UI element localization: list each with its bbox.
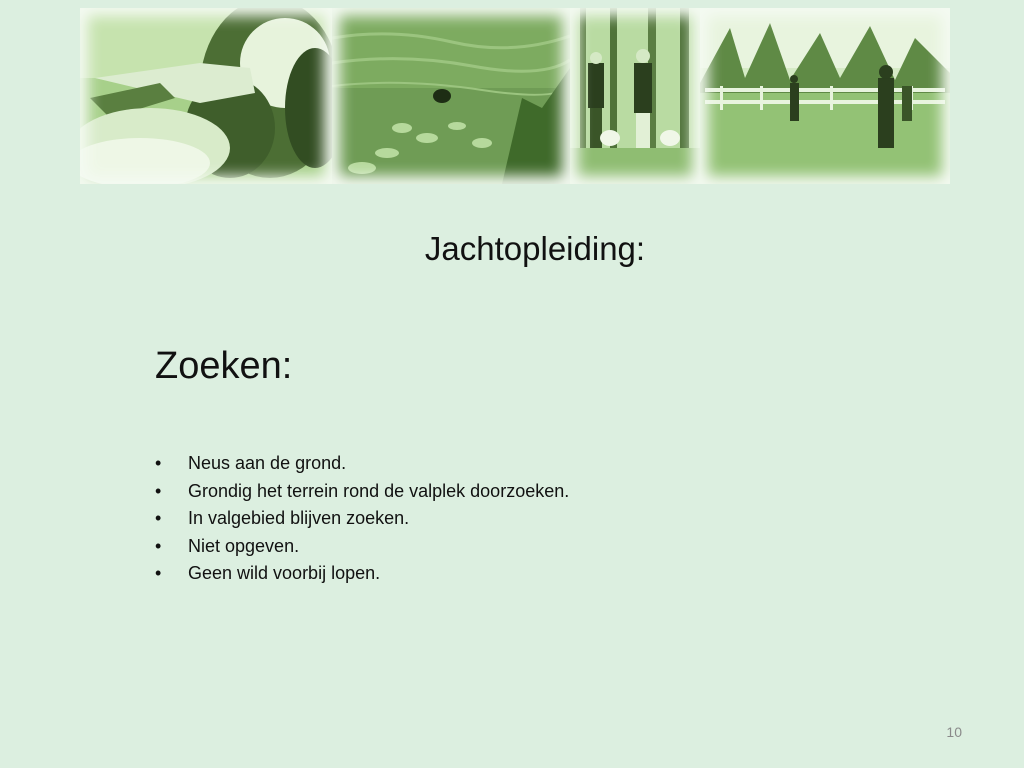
page-number: 10 (946, 724, 962, 740)
list-item (155, 505, 569, 533)
list-item (155, 478, 569, 506)
bullet-text: Grondig het terrein rond de valplek doorzoeken. (188, 480, 570, 501)
dog-swimming-pond-photo (332, 8, 570, 184)
header-photo-banner (80, 8, 950, 184)
bullet-icon: • (155, 453, 162, 473)
section-heading: Zoeken: (155, 345, 293, 387)
list-item (155, 533, 569, 561)
bullet-text: Niet opgeven. (188, 535, 300, 556)
bullet-list (155, 450, 569, 588)
handlers-with-dogs-forest-photo (570, 8, 700, 184)
slide-title: Jachtopleiding: (424, 230, 646, 267)
list-item (155, 560, 569, 588)
bullet-text: Neus aan de grond. (188, 453, 347, 473)
training-field-fence-photo (700, 8, 950, 184)
bullet-icon: • (155, 480, 162, 501)
dog-with-duck-photo (80, 8, 332, 184)
bullet-icon: • (155, 535, 162, 556)
bullet-icon: • (155, 563, 162, 583)
bullet-text: In valgebied blijven zoeken. (188, 508, 410, 528)
bullet-icon: • (155, 508, 162, 528)
bullet-text: Geen wild voorbij lopen. (188, 563, 381, 583)
list-item (155, 450, 569, 478)
